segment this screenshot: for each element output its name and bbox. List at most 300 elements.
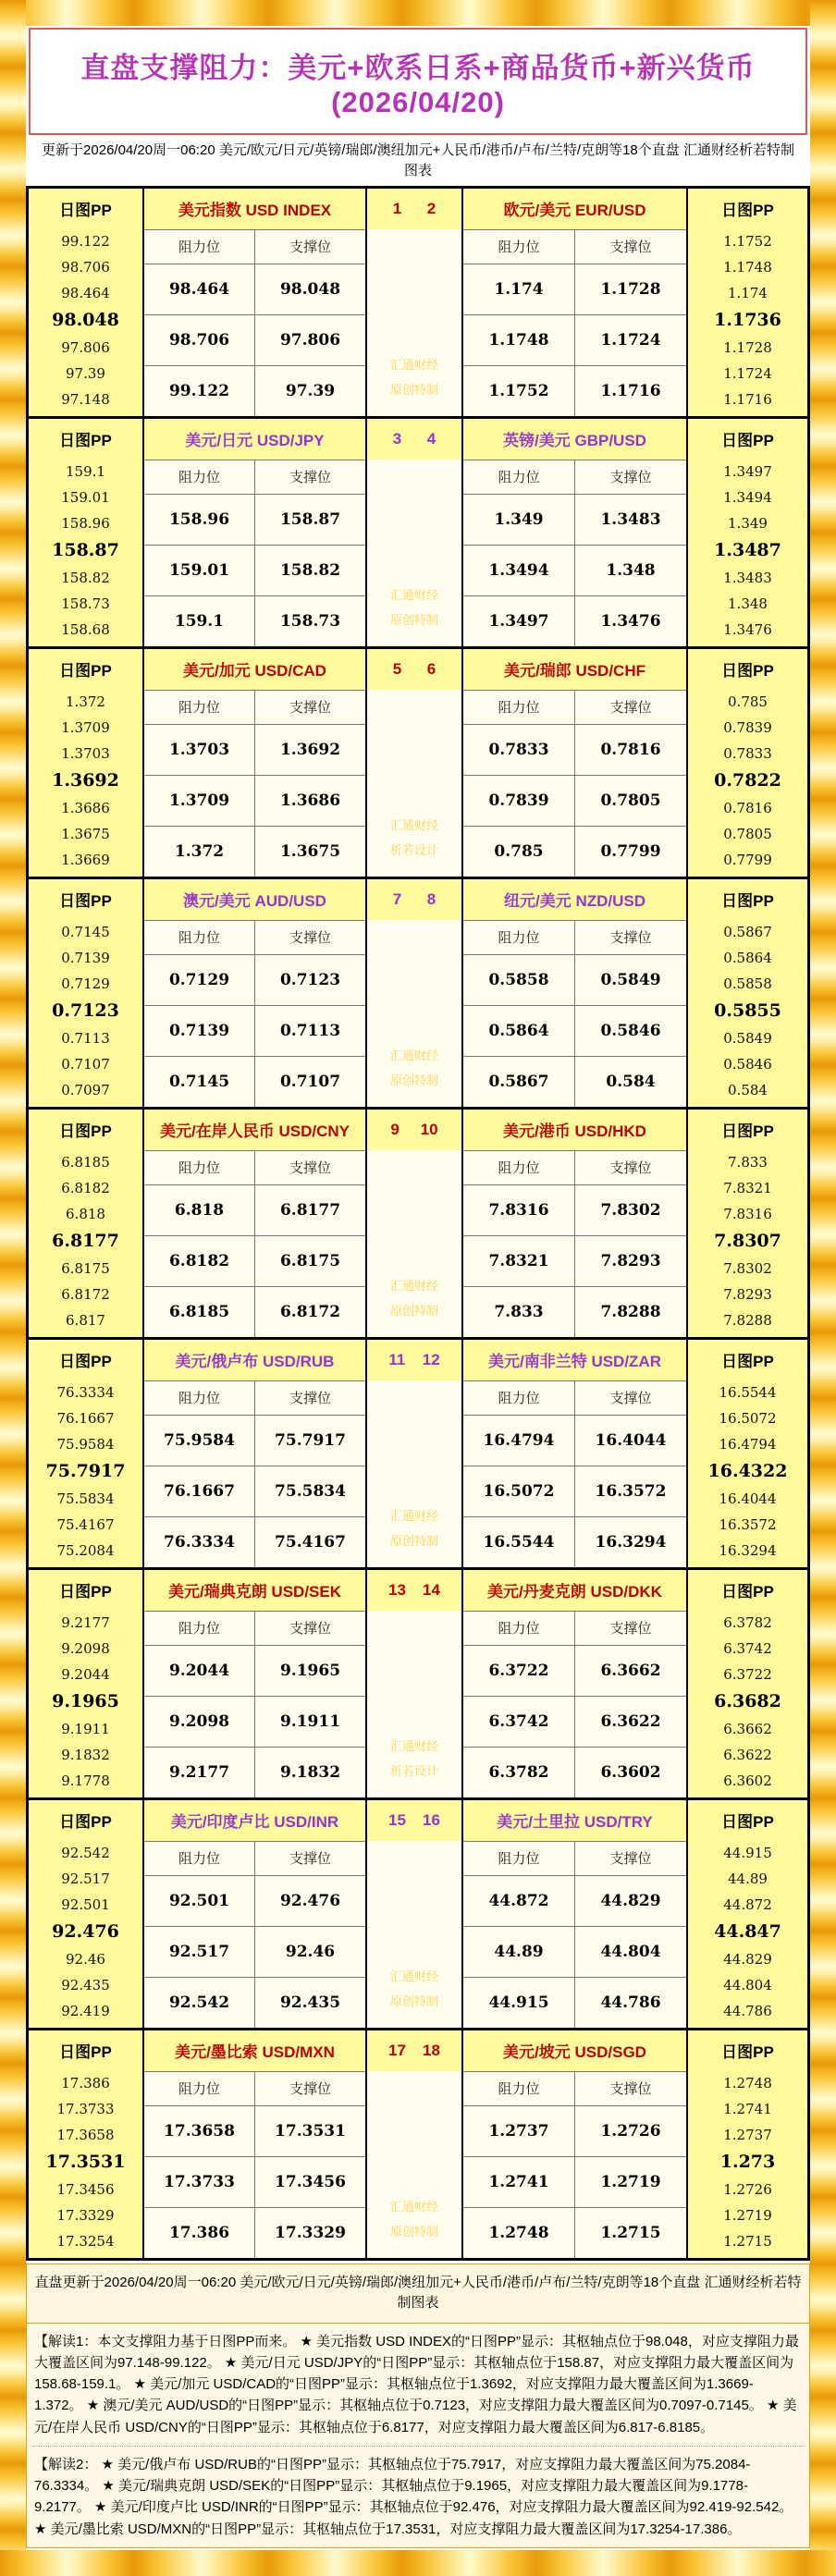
levels-table-header [463,230,686,264]
pp-column-left [29,1340,142,1567]
resistance-value: 0.7839 [463,776,575,826]
resistance-value: 1.2737 [463,2106,575,2156]
pair-title-right: 美元/坡元 USD/SGD [463,2030,686,2072]
ladder-value: 1.1748 [723,259,772,276]
ladder-value: 1.3476 [723,620,772,638]
pp-header-right: 日图PP [721,1122,774,1140]
table-row [463,1696,686,1747]
pivot-ladder-right [688,1611,807,1797]
resistance-value: 1.349 [463,495,575,545]
pair-column-left [142,1800,365,2028]
pp-column-right [686,1340,807,1567]
table-row [463,725,686,775]
section-index [367,1570,461,1611]
resistance-value: 6.3782 [463,1748,575,1797]
pivot-ladder-left [29,1380,142,1567]
support-header: 支撑位 [609,700,652,716]
ladder-value: 44.786 [723,2002,772,2019]
ladder-value: 159.01 [61,489,110,507]
levels-table-left [144,230,365,416]
support-header: 支撑位 [609,239,652,255]
resistance-value: 76.3334 [144,1517,255,1567]
gold-frame-right [810,0,836,2576]
center-body [367,690,461,877]
table-row [144,495,365,545]
support-value: 1.1716 [600,381,661,400]
currency-section [29,1337,807,1567]
pp-column-right [686,879,807,1107]
support-header: 支撑位 [289,930,331,946]
pair-column-right [461,189,686,416]
ladder-value: 0.7799 [723,851,772,868]
support-header: 支撑位 [289,700,331,716]
resistance-value: 9.2177 [144,1748,255,1797]
pair-title-left: 美元/在岸人民币 USD/CNY [144,1110,365,1151]
resistance-value: 17.3733 [144,2157,255,2207]
watermark-line-2: 析若设计 [389,843,438,858]
pair-column-left [142,1340,365,1567]
ladder-value: 1.1728 [723,339,772,357]
resistance-value: 1.3709 [144,776,255,826]
levels-table-header [463,460,686,495]
ladder-value: 98.464 [61,284,110,301]
pivot-value: 9.1965 [52,1691,119,1712]
notes-box [26,2324,810,2548]
support-value: 9.1911 [279,1711,341,1731]
resistance-value: 7.833 [463,1287,575,1337]
watermark-line-2: 原创特制 [389,383,438,398]
pivot-value: 0.7123 [52,1000,119,1022]
support-value: 17.3456 [275,2172,346,2191]
levels-table-header [463,1842,686,1876]
ladder-value: 7.8293 [723,1285,772,1303]
section-index-right: 18 [423,2041,440,2059]
table-row [144,1056,365,1107]
pivot-ladder-right [688,229,807,416]
ladder-value: 17.3254 [56,2232,115,2250]
pivot-value: 158.87 [52,540,119,561]
ladder-value: 1.3483 [723,570,772,587]
resistance-value: 16.5072 [463,1466,575,1516]
section-index-left: 1 [392,199,402,217]
ladder-value: 16.5072 [719,1410,777,1428]
support-value: 0.7107 [279,1072,341,1091]
ladder-value: 1.174 [728,284,768,301]
support-header: 支撑位 [289,1621,331,1637]
table-row [144,826,365,877]
resistance-value: 1.3497 [463,596,575,646]
levels-table-header [144,691,365,725]
pair-column-right [461,1800,686,2028]
support-value: 6.3662 [600,1661,661,1680]
pivot-value: 1.273 [719,2152,776,2173]
resistance-header: 阻力位 [463,2072,575,2105]
pair-title-right: 美元/港币 USD/HKD [463,1110,686,1151]
ladder-value: 97.39 [66,364,105,382]
pp-header-right: 日图PP [721,1583,774,1601]
pivot-ladder-left [29,1841,142,2028]
watermark-line-2: 原创特制 [389,1534,438,1549]
gold-frame-left [0,0,26,2576]
watermark-line-1: 汇通财经 [389,1738,438,1753]
ladder-value: 75.9584 [56,1435,115,1453]
resistance-value: 99.122 [144,366,255,416]
center-column [365,879,461,1107]
section-index-left: 15 [388,1810,406,1829]
support-value: 92.46 [285,1942,336,1961]
pivot-ladder-right [688,1380,807,1567]
watermark [367,583,461,633]
ladder-value: 1.3494 [723,489,772,507]
support-value: 6.3622 [600,1711,661,1731]
center-body [367,920,461,1107]
levels-table-right [463,2072,686,2258]
support-value: 1.348 [606,560,656,580]
resistance-value: 92.501 [144,1876,255,1926]
ladder-value: 0.7805 [723,825,772,842]
resistance-header: 阻力位 [463,1381,575,1415]
pp-header-left: 日图PP [59,892,112,910]
ladder-value: 75.4167 [56,1515,115,1533]
resistance-value: 92.517 [144,1927,255,1977]
ladder-value: 0.7839 [723,719,772,737]
resistance-value: 0.785 [463,827,575,877]
pp-column-left [29,879,142,1107]
support-value: 7.8293 [600,1251,661,1270]
ladder-value: 7.8321 [723,1180,772,1197]
resistance-header: 阻力位 [463,921,575,954]
pp-header-right: 日图PP [721,1813,774,1831]
ladder-value: 1.3675 [61,825,110,842]
levels-table-header [144,1612,365,1646]
ladder-value: 0.7139 [61,950,110,967]
pivot-ladder-right [688,2071,807,2258]
resistance-value: 0.7145 [144,1057,255,1107]
subtitle: 更新于2026/04/20周一06:20 美元/欧元/日元/英镑/瑞郎/澳纽加元+人民币/港币/卢布/兰特/克朗等18个直盘 汇通财经析若特制图表 [26,135,810,186]
table-row [144,365,365,416]
ladder-value: 16.3294 [719,1541,777,1559]
pp-header-right: 日图PP [721,202,774,219]
table-row [144,1747,365,1797]
levels-table-right [463,230,686,416]
table-row [144,1235,365,1286]
pair-column-left [142,1570,365,1797]
pp-header-left: 日图PP [59,202,112,219]
table-row [144,1185,365,1235]
section-index-left: 7 [392,889,402,908]
support-value: 1.1724 [600,330,661,350]
pair-title-left: 美元/墨比索 USD/MXN [144,2030,365,2072]
ladder-value: 0.785 [728,693,768,711]
ladder-value: 17.3658 [56,2126,115,2143]
pp-column-right [686,649,807,877]
levels-table-left [144,460,365,646]
table-row [144,1926,365,1977]
table-row [144,595,365,646]
support-value: 17.3531 [275,2121,346,2141]
levels-table-header [463,2072,686,2106]
support-value: 44.804 [600,1942,661,1961]
support-header: 支撑位 [609,1391,652,1406]
table-row [463,1646,686,1696]
resistance-value: 16.5544 [463,1517,575,1567]
ladder-value: 16.4794 [719,1435,777,1453]
ladder-value: 1.2715 [723,2232,772,2250]
table-row [463,1185,686,1235]
ladder-value: 44.89 [728,1871,768,1888]
watermark-line-1: 汇通财经 [389,1048,438,1062]
currency-section [29,877,807,1107]
watermark-line-2: 原创特制 [389,1304,438,1319]
pair-column-right [461,419,686,646]
table-row [463,495,686,545]
resistance-header: 阻力位 [463,1151,575,1184]
table-row [463,1876,686,1926]
gold-frame-bottom [0,2550,836,2576]
ladder-value: 1.3703 [61,744,110,762]
resistance-header: 阻力位 [144,1842,255,1875]
resistance-value: 6.8182 [144,1236,255,1286]
resistance-value: 1.174 [463,264,575,314]
section-index-left: 9 [390,1120,400,1138]
ladder-value: 6.3602 [723,1772,772,1789]
levels-table-right [463,691,686,877]
resistance-value: 17.3658 [144,2106,255,2156]
watermark-line-1: 汇通财经 [389,587,438,602]
table-row [463,1977,686,2028]
pair-column-left [142,1110,365,1337]
pair-column-left [142,649,365,877]
ladder-value: 6.3722 [723,1665,772,1683]
pivot-value: 16.4322 [707,1461,788,1482]
ladder-value: 75.5834 [56,1490,115,1508]
table-row [144,1466,365,1516]
watermark [367,2194,461,2245]
pair-column-right [461,879,686,1107]
pivot-value: 0.5855 [714,1000,781,1022]
ladder-value: 99.122 [61,233,110,251]
gold-frame-top [0,0,836,26]
ladder-value: 9.2177 [61,1614,110,1632]
pp-header-left: 日图PP [59,2043,112,2061]
currency-section [29,1567,807,1797]
watermark-line-2: 原创特制 [389,613,438,628]
pair-title-right: 美元/南非兰特 USD/ZAR [463,1340,686,1381]
support-value: 1.2726 [600,2121,661,2141]
levels-table-left [144,691,365,877]
ladder-value: 0.7129 [61,975,110,992]
center-column [365,1570,461,1797]
support-header: 支撑位 [289,2081,331,2097]
resistance-value: 17.386 [144,2208,255,2258]
ladder-value: 17.386 [61,2075,110,2092]
section-index-right: 2 [426,199,436,217]
section-index [367,2030,461,2071]
watermark [367,1043,461,1094]
ladder-value: 92.435 [61,1976,110,1993]
support-header: 支撑位 [289,470,331,485]
support-value: 1.3692 [279,740,341,759]
pair-column-left [142,2030,365,2258]
ladder-value: 1.3686 [61,800,110,817]
support-value: 158.87 [279,509,341,529]
support-header: 支撑位 [609,1160,652,1176]
resistance-value: 6.3742 [463,1697,575,1747]
pp-column-right [686,1110,807,1337]
ladder-value: 17.3733 [56,2101,115,2118]
center-body [367,1611,461,1797]
levels-table-right [463,921,686,1107]
table-row [144,2106,365,2156]
ladder-value: 6.3782 [723,1614,772,1632]
ladder-value: 0.7113 [61,1030,110,1048]
page-title: 直盘支撑阻力：美元+欧系日系+商品货币+新兴货币(2026/04/20) [80,51,756,118]
ladder-value: 158.82 [61,570,110,587]
levels-table-header [463,921,686,955]
pp-column-left [29,1570,142,1797]
resistance-header: 阻力位 [144,2072,255,2105]
pivot-value: 75.7917 [45,1461,126,1482]
pivot-ladder-left [29,460,142,646]
pivot-ladder-right [688,920,807,1107]
table-row [144,1696,365,1747]
table-row [463,2207,686,2258]
resistance-value: 1.3703 [144,725,255,775]
resistance-value: 1.1752 [463,366,575,416]
support-value: 7.8302 [600,1200,661,1220]
pair-title-right: 美元/瑞郎 USD/CHF [463,649,686,691]
pair-column-right [461,1570,686,1797]
support-header: 支撑位 [289,1160,331,1176]
resistance-value: 0.7129 [144,955,255,1005]
ladder-value: 7.8288 [723,1311,772,1329]
pivot-ladder-left [29,1611,142,1797]
ladder-value: 1.3497 [723,463,772,481]
resistance-header: 阻力位 [463,1842,575,1875]
resistance-value: 6.818 [144,1185,255,1235]
table-row [144,1516,365,1567]
ladder-value: 98.706 [61,259,110,276]
pivot-value: 1.3692 [52,770,119,791]
pivot-value: 98.048 [52,310,119,331]
resistance-value: 0.5867 [463,1057,575,1107]
currency-section [29,189,807,416]
pp-header-right: 日图PP [721,892,774,910]
ladder-value: 76.1667 [56,1410,115,1428]
table-row [144,314,365,365]
ladder-value: 7.833 [728,1154,768,1171]
section-index-right: 6 [426,659,436,678]
table-row [144,1876,365,1926]
support-value: 1.3675 [279,841,341,861]
section-index-left: 11 [388,1350,406,1368]
center-body [367,229,461,416]
resistance-value: 159.1 [144,596,255,646]
pivot-value: 1.1736 [714,310,781,331]
pair-title-right: 纽元/美元 NZD/USD [463,879,686,921]
pivot-value: 44.847 [714,1921,781,1943]
resistance-value: 1.372 [144,827,255,877]
table-row [463,2156,686,2207]
note-2: 【解读2： ★ 美元/俄卢布 USD/RUB的“日图PP”显示：其枢轴点位于75.7917，对应支撑阻力最大覆盖区间为75.2084-76.3334。 ★ 美元/瑞典克朗 USD/SEK的“日图PP”显示：其枢轴点位于9.1965，对应支撑阻力最大覆盖区间为9.1778-9.2177。 ★ 美元/印度卢比 USD/INR的“日图PP”显示：其枢轴点位于92.476，对应支撑阻力最大覆盖区间为92.419-92.542。 ★ 美元/墨比索 USD/MXN的“日图PP”显示：其枢轴点位于17.3531，对应支撑阻力最大覆盖区间为17.3254-17.386。 [32,2446,804,2547]
support-header: 支撑位 [609,470,652,485]
watermark-line-2: 原创特制 [389,1073,438,1088]
pivot-ladder-left [29,1150,142,1337]
pp-header-right: 日图PP [721,662,774,680]
section-index [367,649,461,690]
ladder-value: 44.915 [723,1845,772,1862]
levels-table-header [463,1381,686,1416]
ladder-value: 158.73 [61,595,110,612]
support-value: 6.3602 [600,1762,661,1782]
table-row [463,1005,686,1056]
table-row [463,545,686,595]
pp-column-left [29,649,142,877]
support-value: 97.39 [285,381,336,400]
resistance-value: 98.706 [144,315,255,365]
support-value: 0.7123 [279,970,341,989]
pp-header-right: 日图PP [721,432,774,449]
table-row [463,826,686,877]
watermark [367,1734,461,1785]
pp-column-left [29,1800,142,2028]
ladder-value: 76.3334 [56,1384,115,1402]
support-value: 0.7113 [279,1021,341,1040]
support-value: 6.8177 [279,1200,341,1220]
pair-column-left [142,879,365,1107]
pp-header-left: 日图PP [59,1122,112,1140]
table-row [463,2106,686,2156]
ladder-value: 92.542 [61,1845,110,1862]
levels-table-right [463,460,686,646]
ladder-value: 1.3709 [61,719,110,737]
table-row [463,1416,686,1466]
levels-table-header [144,1151,365,1185]
pivot-ladder-right [688,1841,807,2028]
pivot-ladder-left [29,229,142,416]
pp-header-left: 日图PP [59,1813,112,1831]
table-row [463,264,686,314]
resistance-value: 1.3494 [463,546,575,595]
section-index [367,1800,461,1841]
table-row [463,1466,686,1516]
center-body [367,460,461,646]
support-value: 1.3476 [600,611,661,631]
note-1: 【解读1：本文支撑阻力基于日图PP而来。 ★ 美元指数 USD INDEX的“日图PP”显示：其枢轴点位于98.048，对应支撑阻力最大覆盖区间为97.148-99.122。 ★ 美元/日元 USD/JPY的“日图PP”显示：其枢轴点位于158.87，对应支撑阻力最大覆盖区间为158.68-159.1。 ★ 美元/加元 USD/CAD的“日图PP”显示：其枢轴点位于1.3692，对应支撑阻力最大覆盖区间为1.3669-1.372。 ★ 澳元/美元 AUD/USD的“日图PP”显示：其枢轴点位于0.7123，对应支撑阻力最大覆盖区间为0.7097-0.7145。 ★ 美元/在岸人民币 USD/CNY的“日图PP”显示：其枢轴点位于6.8177，对应支撑阻力最大覆盖区间为6.817-6.8185。 [34,2333,799,2435]
ladder-value: 0.5849 [723,1030,772,1048]
table-row [144,955,365,1005]
pp-column-right [686,189,807,416]
pp-column-right [686,1800,807,2028]
table-row [463,1516,686,1567]
support-value: 158.73 [279,611,341,631]
ladder-value: 159.1 [66,463,105,481]
table-row [463,365,686,416]
section-index-left: 13 [388,1580,406,1599]
pp-header-left: 日图PP [59,432,112,449]
watermark-line-2: 原创特制 [389,2225,438,2239]
pivot-value: 92.476 [52,1921,119,1943]
pair-title-left: 澳元/美元 AUD/USD [144,879,365,921]
table-row [144,1646,365,1696]
currency-section [29,1107,807,1337]
support-value: 16.4044 [595,1430,667,1450]
resistance-value: 0.7833 [463,725,575,775]
center-column [365,649,461,877]
support-value: 1.3686 [279,791,341,810]
resistance-header: 阻力位 [144,1381,255,1415]
ladder-value: 1.2726 [723,2181,772,2199]
